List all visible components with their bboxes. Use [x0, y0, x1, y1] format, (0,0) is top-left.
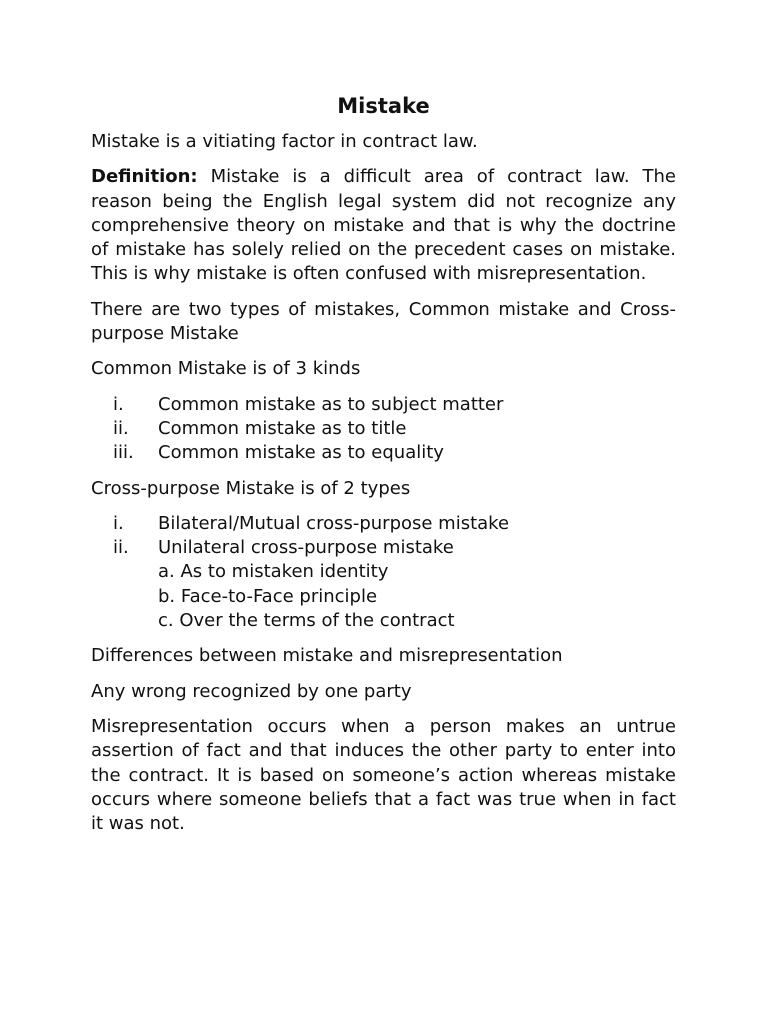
list-item-text: Bilateral/Mutual cross-purpose mistake: [158, 512, 510, 534]
definition-paragraph: [91, 165, 676, 286]
list-marker: i.: [113, 393, 124, 415]
list-marker: i.: [113, 512, 124, 534]
list-item: [91, 512, 676, 536]
document-page: [91, 92, 676, 847]
common-mistake-heading: Common Mistake is of 3 kinds: [91, 358, 361, 380]
common-mistake-list: [91, 393, 676, 466]
list-marker: iii.: [113, 442, 134, 464]
any-wrong-paragraph: Any wrong recognized by one party: [91, 680, 412, 702]
list-item-text: Common mistake as to equality: [158, 442, 444, 464]
cross-purpose-list: [91, 512, 676, 633]
intro-paragraph: Mistake is a vitiating factor in contract law.: [91, 131, 478, 152]
sublist-item: a. As to mistaken identity: [158, 561, 389, 583]
definition-text: Mistake is a difficult area of contract law. The reason being the English legal system did not recognize any comprehensive theory on mistake and that is why the doctrine of mistake has solely relied on the precedent cases on mistake. This is why mistake is often confused with misrepresentation.: [91, 166, 676, 285]
differences-heading: Differences between mistake and misrepresentation: [91, 645, 563, 667]
list-item: [91, 393, 676, 417]
list-item-text: Common mistake as to subject matter: [158, 393, 504, 415]
list-item: [91, 536, 676, 633]
unilateral-sublist: [158, 560, 676, 633]
list-item: [91, 417, 676, 441]
document-title: Mistake: [337, 94, 430, 118]
list-item-text: Common mistake as to title: [158, 417, 407, 439]
types-paragraph: There are two types of mistakes, Common mistake and Cross-purpose Mistake: [91, 298, 676, 345]
sublist-item: c. Over the terms of the contract: [158, 610, 455, 632]
sublist-item: b. Face-to-Face principle: [158, 585, 378, 607]
definition-label: Definition:: [91, 166, 198, 188]
cross-purpose-heading: Cross-purpose Mistake is of 2 types: [91, 477, 411, 499]
list-marker: ii.: [113, 417, 129, 439]
list-marker: ii.: [113, 537, 129, 559]
list-item-text: Unilateral cross-purpose mistake: [158, 537, 454, 559]
misrepresentation-paragraph: Misrepresentation occurs when a person makes an untrue assertion of fact and that induces the other party to enter into the contract. It is based on someone’s action whereas mistake occurs where someone beliefs that a fact was true when in fact it was not.: [91, 715, 676, 835]
list-item: [91, 441, 676, 465]
